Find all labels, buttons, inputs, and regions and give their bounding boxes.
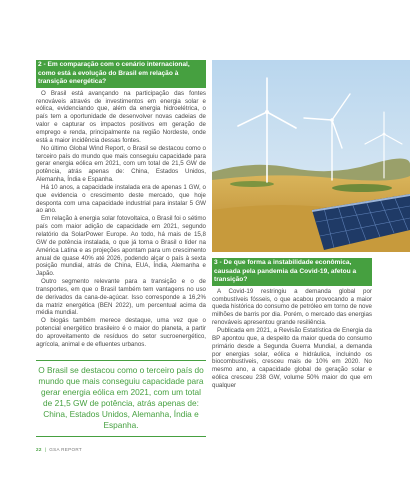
wind-solar-photo <box>212 60 410 252</box>
section-3-paragraph: Publicada em 2021, a Revisão Estatística de Energia da BP apontou que, a despeito da maior queda do consumo primário desde a Segunda Guerra Mundial, a demanda por energias solar, eólica e hidráulica, incluindo os biocombustíveis, cresceu mais de 10% em 2020. No mesmo ano, a capacidade global de geração solar e eólica cresceu 238 GW, volume 50% maior do que em qualquer <box>212 327 372 389</box>
pull-quote: O Brasil se destacou como o terceiro país do mundo que mais conseguiu capacidade para gerar energia eólica em 2021, com um total de 21,5 GW de potência, atrás apenas de: China, Estados Unidos, Alemanha, Índia e Espanha. <box>36 360 206 437</box>
left-column <box>36 60 206 349</box>
section-2-paragraph: No último Global Wind Report, o Brasil se destacou como o terceiro país do mundo que mais conseguiu capacidade para gerar energia eólica em 2021, com um total de 21,5 GW de potência, atrás apenas de: China, Estados Unidos, Alemanha, Índia e Espanha. <box>36 144 206 184</box>
section-2-paragraph: Em relação à energia solar fotovoltaica, o Brasil foi o sétimo país com maior adição de capacidade em 2021, segundo relatório da SolarPower Europe. Ao todo, há mais de 15,8 GW de potência instalada, o que já torna o Brasil o líder na América Latina e as projeções apontam para um crescimento anual de quase 40% até 2026, podendo alçar o país à sexta posição mundial, atrás de China, EUA, Índia, Alemanha e Japão. <box>36 215 206 278</box>
page-footer <box>36 447 82 452</box>
section-2-paragraph: O Brasil está avançando na participação das fontes renováveis através de investimentos em energia solar e eólica, evidenciando que, além da energia hidroelétrica, o país tem a oportunidade de desenvolver novas cadeias de valor e capturar os impactos positivos em geração de emprego e renda, principalmente na região Nordeste, onde está a maior incidência dessas fontes. <box>36 89 206 144</box>
right-column <box>212 258 372 390</box>
section-2-paragraph: O biogás também merece destaque, uma vez que o potencial energético brasileiro é o maior do planeta, a partir do aproveitamento de resíduos do setor sucroenergético, agrícola, animal e de efluentes urbanos. <box>36 317 206 348</box>
footer-divider: | <box>44 447 47 452</box>
publication-name: GSA REPORT <box>49 447 83 452</box>
section-2-paragraph: Há 10 anos, a capacidade instalada era de apenas 1 GW, o que evidencia o crescimento deste mercado, que hoje desponta com uma capacidade industrial para instalar 5 GW ao ano. <box>36 183 206 215</box>
section-2-heading: 2 - Em comparação com o cenário internacional, como está a evolução do Brasil em relação à transição energética? <box>36 60 206 88</box>
section-3-paragraph: A Covid-19 restringiu a demanda global por combustíveis fósseis, o que acabou provocando a maior queda histórica do consumo de petróleo em torno de nove milhões de barris por dia. Porém, o mercado das energias renováveis apresentou grande resiliência. <box>212 287 372 327</box>
section-2-paragraph: Outro segmento relevante para a transição e o de transportes, em que o Brasil também tem vantagens no uso de derivados da cana-de-açúcar. Isso corresponde a 16,2% da matriz energética (BEN 2022), um percentual acima da média mundial. <box>36 278 206 317</box>
section-3-heading: 3 - De que forma a instabilidade econômica, causada pela pandemia da Covid-19, afetou a transição? <box>212 258 372 286</box>
page-number: 22 <box>36 447 42 452</box>
